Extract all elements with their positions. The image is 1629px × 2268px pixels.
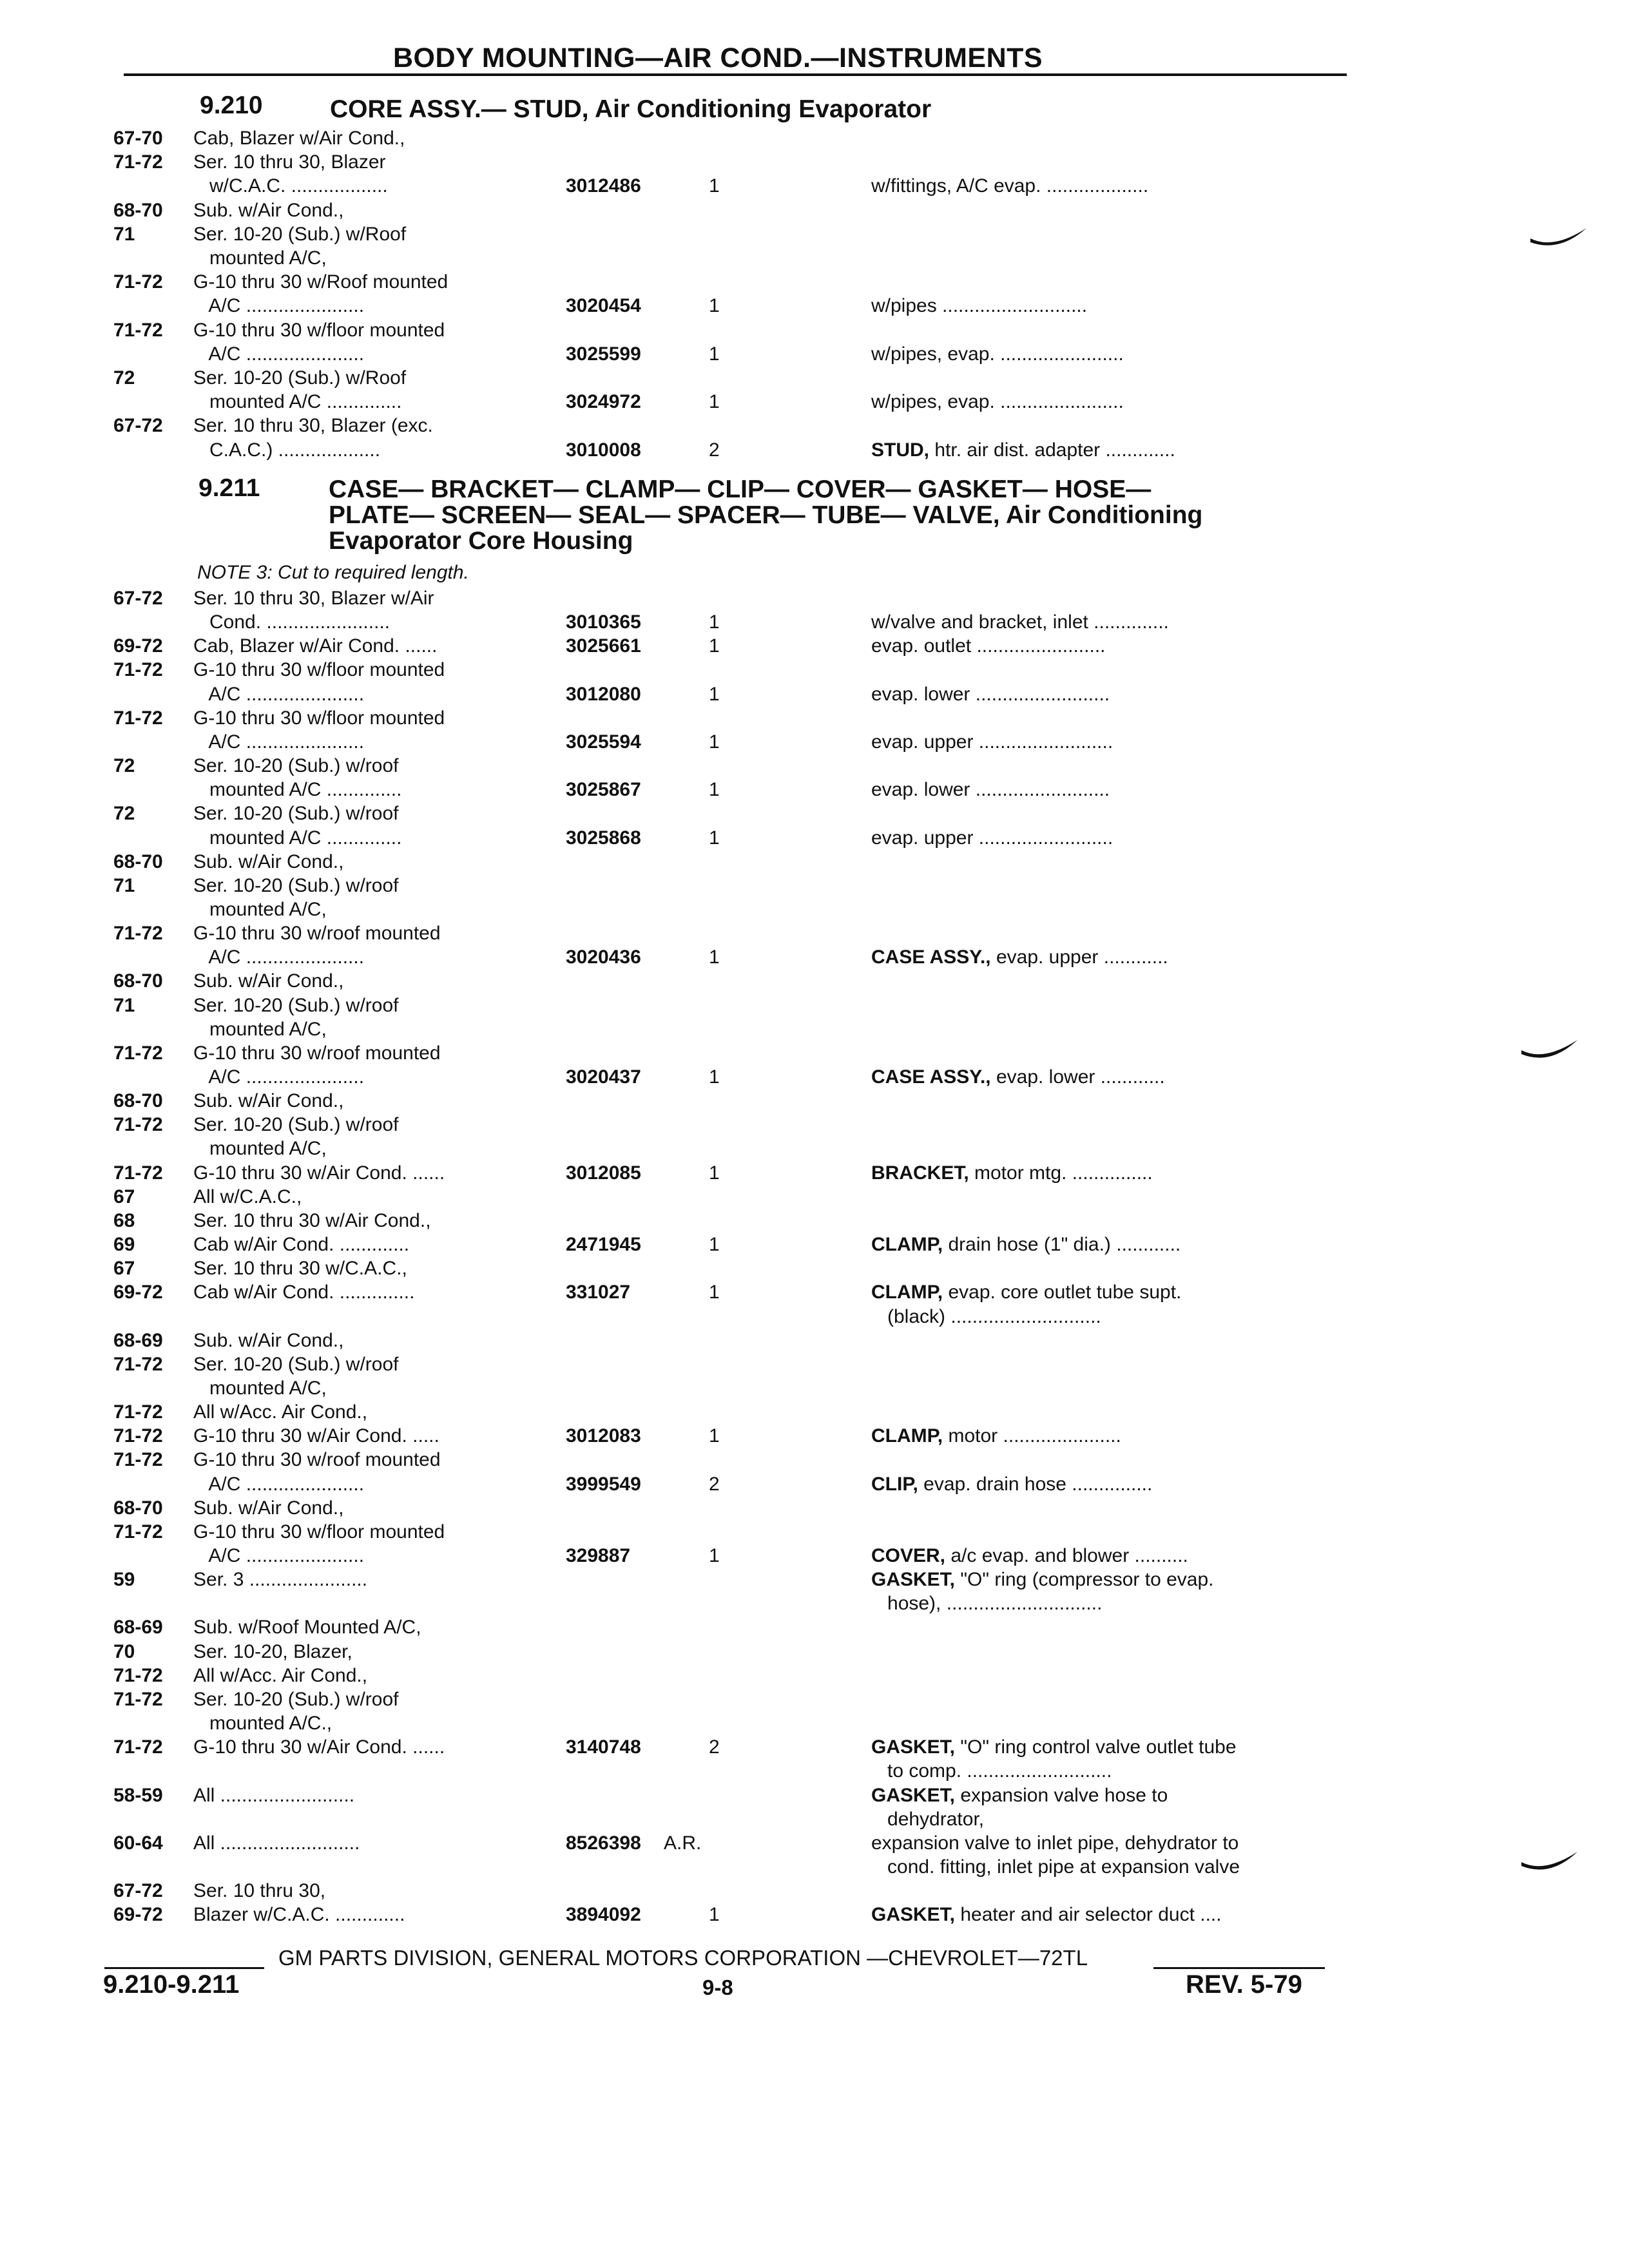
model-years: 59 — [113, 1569, 135, 1591]
part-description — [871, 1736, 1237, 1758]
header-rule — [124, 73, 1347, 76]
part-keyword: STUD, — [871, 439, 929, 461]
part-keyword: COVER, — [871, 1545, 946, 1566]
model-years: 72 — [113, 803, 135, 825]
model-years: 69 — [113, 1234, 135, 1256]
model-years: 71-72 — [113, 1425, 163, 1447]
application-description: Ser. 10-20 (Sub.) w/Roof — [193, 367, 407, 389]
model-years: 68-70 — [113, 199, 163, 221]
part-description — [871, 1569, 1213, 1591]
application-description: A/C ...................... — [193, 295, 365, 317]
binder-mark-icon — [1518, 1035, 1583, 1073]
model-years: 68-70 — [113, 1497, 163, 1519]
footer-rule-right — [1153, 1967, 1325, 1969]
part-description-text: (black) ............................ — [871, 1305, 1101, 1327]
application-description: G-10 thru 30 w/Roof mounted — [193, 271, 448, 293]
application-description: A/C ...................... — [193, 1066, 365, 1088]
part-description-text: evap. core outlet tube supt. — [943, 1282, 1182, 1303]
part-description — [871, 947, 1168, 968]
model-years: 71-72 — [113, 1353, 163, 1375]
application-description: Ser. 10 thru 30, — [193, 1880, 326, 1902]
application-description: Sub. w/Roof Mounted A/C, — [193, 1617, 421, 1639]
part-keyword: GASKET, — [871, 1569, 956, 1591]
part-description-text: evap. drain hose ............... — [918, 1473, 1153, 1495]
application-description: G-10 thru 30 w/floor mounted — [193, 1521, 445, 1542]
model-years: 71-72 — [113, 271, 163, 293]
part-description — [871, 439, 1175, 461]
part-number: 331027 — [566, 1282, 631, 1303]
part-keyword: CLIP, — [871, 1473, 918, 1495]
application-description: A/C ...................... — [193, 731, 365, 753]
part-number: 3999549 — [566, 1473, 641, 1495]
application-description: Ser. 10-20 (Sub.) w/roof — [193, 1114, 399, 1136]
application-description: G-10 thru 30 w/roof mounted — [193, 1449, 441, 1471]
part-number: 3020454 — [566, 295, 641, 317]
part-description-text: w/pipes, evap. ....................... — [871, 391, 1124, 413]
quantity: 1 — [709, 1545, 720, 1566]
note: NOTE 3: Cut to required length. — [197, 562, 469, 583]
application-description: mounted A/C, — [193, 898, 327, 920]
part-description-text: cond. fitting, inlet pipe at expansion valve — [871, 1856, 1240, 1878]
quantity: 1 — [709, 683, 720, 705]
part-description-text: "O" ring (compressor to evap. — [955, 1569, 1214, 1591]
model-years: 69-72 — [113, 635, 163, 657]
binder-mark-icon — [1518, 1847, 1583, 1885]
quantity: 1 — [709, 1282, 720, 1303]
model-years: 72 — [113, 755, 135, 777]
part-number: 329887 — [566, 1545, 631, 1566]
section-title-line: PLATE— SCREEN— SEAL— SPACER— TUBE— VALVE, Air Conditioning — [329, 501, 1203, 529]
quantity: 1 — [709, 1234, 720, 1256]
model-years: 68-70 — [113, 850, 163, 872]
part-description-text: "O" ring control valve outlet tube — [955, 1736, 1237, 1758]
part-keyword: CLAMP, — [871, 1282, 943, 1303]
quantity: 1 — [709, 611, 720, 633]
part-number: 3025867 — [566, 779, 641, 801]
quantity: 1 — [709, 947, 720, 968]
part-description-text: evap. upper ......................... — [871, 827, 1113, 849]
application-description: Sub. w/Air Cond., — [193, 1497, 344, 1519]
part-description-text: to comp. ........................... — [871, 1760, 1112, 1782]
part-description-text: motor ...................... — [943, 1425, 1121, 1447]
application-description: A/C ...................... — [193, 947, 365, 968]
quantity: 1 — [709, 635, 720, 657]
part-description-text: evap. lower ......................... — [871, 779, 1110, 801]
application-description: w/C.A.C. .................. — [193, 175, 388, 197]
section-number: 9.211 — [198, 474, 260, 502]
part-description — [871, 1282, 1181, 1303]
part-description — [871, 1234, 1181, 1256]
part-description-text: dehydrator, — [871, 1808, 985, 1830]
binder-mark-icon — [1527, 219, 1592, 258]
model-years: 71 — [113, 994, 135, 1016]
application-description: mounted A/C, — [193, 247, 327, 269]
part-description-text: drain hose (1" dia.) ............ — [943, 1234, 1181, 1256]
quantity: 1 — [709, 1425, 720, 1447]
application-description: G-10 thru 30 w/roof mounted — [193, 923, 441, 945]
footer-division-text: GM PARTS DIVISION, GENERAL MOTORS CORPORATION —CHEVROLET—72TL — [278, 1946, 1088, 1970]
application-description: Ser. 10 thru 30, Blazer w/Air — [193, 588, 434, 609]
part-description — [871, 684, 1110, 706]
application-description: Ser. 10-20 (Sub.) w/Roof — [193, 223, 407, 245]
application-description: mounted A/C, — [193, 1377, 327, 1399]
application-description: Ser. 10 thru 30 w/Air Cond., — [193, 1209, 431, 1231]
quantity: 1 — [709, 1066, 720, 1088]
part-keyword: GASKET, — [871, 1784, 956, 1806]
part-description — [871, 1474, 1152, 1495]
section-title: CORE ASSY.— STUD, Air Conditioning Evaporator — [330, 95, 932, 123]
section-title-line: CASE— BRACKET— CLAMP— CLIP— COVER— GASKET— HOSE— — [329, 476, 1152, 503]
part-number: 3025594 — [566, 731, 641, 753]
application-description: G-10 thru 30 w/Air Cond. ..... — [193, 1425, 439, 1447]
part-description-text: w/pipes ........................... — [871, 295, 1088, 317]
part-description-text: motor mtg. ............... — [969, 1162, 1153, 1184]
model-years: 67-72 — [113, 415, 163, 437]
application-description: All w/Acc. Air Cond., — [193, 1664, 368, 1686]
model-years: 71-72 — [113, 1114, 163, 1136]
model-years: 68 — [113, 1209, 135, 1231]
part-description-text: evap. lower ............ — [990, 1066, 1165, 1088]
part-description-text: hose), ............................. — [871, 1593, 1103, 1615]
part-number: 3025661 — [566, 635, 641, 657]
part-description — [871, 1306, 1101, 1328]
part-keyword: GASKET, — [871, 1904, 956, 1926]
application-description: Cab w/Air Cond. .............. — [193, 1282, 415, 1303]
model-years: 71-72 — [113, 1736, 163, 1758]
application-description: Ser. 10-20 (Sub.) w/roof — [193, 994, 399, 1016]
part-description — [871, 1809, 984, 1831]
part-description-text: w/pipes, evap. ....................... — [871, 343, 1124, 365]
part-description — [871, 779, 1110, 801]
model-years: 71 — [113, 874, 135, 896]
model-years: 67 — [113, 1186, 135, 1207]
application-description: Cab w/Air Cond. ............. — [193, 1234, 410, 1256]
model-years: 70 — [113, 1640, 135, 1662]
quantity: 1 — [709, 827, 720, 849]
part-number: 3025599 — [566, 343, 641, 365]
application-description: Sub. w/Air Cond., — [193, 970, 344, 992]
application-description: G-10 thru 30 w/floor mounted — [193, 707, 445, 729]
model-years: 60-64 — [113, 1832, 163, 1854]
part-number: 2471945 — [566, 1234, 641, 1256]
part-keyword: BRACKET, — [871, 1162, 969, 1184]
part-keyword: CLAMP, — [871, 1425, 943, 1447]
section-number: 9.210 — [200, 91, 263, 119]
part-number: 3010008 — [566, 439, 641, 461]
part-number: 3894092 — [566, 1904, 641, 1926]
application-description: mounted A/C .............. — [193, 779, 402, 801]
application-description: mounted A/C .............. — [193, 827, 402, 849]
model-years: 67-70 — [113, 128, 163, 149]
model-years: 71-72 — [113, 1521, 163, 1542]
part-keyword: CLAMP, — [871, 1234, 943, 1256]
part-number: 3020437 — [566, 1066, 641, 1088]
quantity: 1 — [709, 731, 720, 753]
application-description: Ser. 10-20, Blazer, — [193, 1640, 352, 1662]
quantity: 1 — [709, 295, 720, 317]
application-description: G-10 thru 30 w/roof mounted — [193, 1042, 441, 1064]
application-description: Ser. 10-20 (Sub.) w/roof — [193, 755, 399, 777]
part-description — [871, 1425, 1121, 1447]
model-years: 71-72 — [113, 1688, 163, 1710]
part-number: 3024972 — [566, 391, 641, 413]
model-years: 67-72 — [113, 1880, 163, 1902]
model-years: 67 — [113, 1258, 135, 1280]
quantity: 1 — [709, 779, 720, 801]
model-years: 71-72 — [113, 923, 163, 945]
application-description: Sub. w/Air Cond., — [193, 199, 344, 221]
application-description: Ser. 10-20 (Sub.) w/roof — [193, 803, 399, 825]
application-description: mounted A/C, — [193, 1138, 327, 1160]
part-keyword: CASE ASSY., — [871, 947, 991, 968]
application-description: Blazer w/C.A.C. ............. — [193, 1904, 405, 1926]
model-years: 71-72 — [113, 1042, 163, 1064]
part-description — [871, 731, 1113, 753]
part-number: 3010365 — [566, 611, 641, 633]
application-description: G-10 thru 30 w/floor mounted — [193, 319, 445, 341]
part-description-text: evap. upper ............ — [990, 947, 1168, 968]
model-years: 71 — [113, 223, 135, 245]
part-description — [871, 1545, 1188, 1567]
part-number: 3012083 — [566, 1425, 641, 1447]
quantity: A.R. — [664, 1832, 702, 1854]
part-description — [871, 635, 1106, 657]
part-description — [871, 343, 1124, 365]
part-description — [871, 1856, 1240, 1878]
quantity: 1 — [709, 1162, 720, 1184]
model-years: 71-72 — [113, 1162, 163, 1184]
application-description: C.A.C.) ................... — [193, 439, 381, 461]
model-years: 71-72 — [113, 659, 163, 681]
model-years: 69-72 — [113, 1904, 163, 1926]
model-years: 71-72 — [113, 319, 163, 341]
part-description-text: expansion valve to inlet pipe, dehydrator to — [871, 1832, 1239, 1854]
quantity: 2 — [709, 1473, 720, 1495]
part-description-text: w/valve and bracket, inlet .............. — [871, 611, 1169, 633]
part-description — [871, 827, 1113, 849]
application-description: Ser. 10-20 (Sub.) w/roof — [193, 1353, 399, 1375]
application-description: G-10 thru 30 w/Air Cond. ...... — [193, 1162, 445, 1184]
application-description: G-10 thru 30 w/Air Cond. ...... — [193, 1736, 445, 1758]
application-description: Cab, Blazer w/Air Cond., — [193, 128, 405, 149]
part-description — [871, 1593, 1102, 1615]
quantity: 1 — [709, 175, 720, 197]
application-description: Sub. w/Air Cond., — [193, 850, 344, 872]
model-years: 71-72 — [113, 151, 163, 173]
part-description-text: heater and air selector duct .... — [955, 1904, 1222, 1926]
part-description — [871, 611, 1169, 633]
part-description — [871, 1904, 1222, 1926]
part-keyword: CASE ASSY., — [871, 1066, 991, 1088]
application-description: mounted A/C, — [193, 1018, 327, 1040]
quantity: 1 — [709, 343, 720, 365]
part-description-text: expansion valve hose to — [955, 1784, 1168, 1806]
footer-revision: REV. 5-79 — [1186, 1970, 1302, 1999]
part-description-text: evap. upper ......................... — [871, 731, 1113, 753]
application-description: Sub. w/Air Cond., — [193, 1329, 344, 1351]
part-description-text: evap. outlet ........................ — [871, 635, 1106, 657]
application-description: A/C ...................... — [193, 1473, 365, 1495]
part-description — [871, 1162, 1153, 1184]
part-description — [871, 1785, 1168, 1807]
application-description: Ser. 10 thru 30 w/C.A.C., — [193, 1258, 407, 1280]
model-years: 72 — [113, 367, 135, 389]
model-years: 71-72 — [113, 707, 163, 729]
application-description: All w/Acc. Air Cond., — [193, 1401, 368, 1423]
part-description — [871, 1066, 1165, 1088]
part-number: 3020436 — [566, 947, 641, 968]
application-description: Ser. 3 ...................... — [193, 1569, 368, 1591]
part-description-text: evap. lower ......................... — [871, 683, 1110, 705]
model-years: 71-72 — [113, 1449, 163, 1471]
part-description — [871, 295, 1087, 317]
part-description — [871, 391, 1124, 413]
application-description: Ser. 10-20 (Sub.) w/roof — [193, 1688, 399, 1710]
application-description: G-10 thru 30 w/floor mounted — [193, 659, 445, 681]
page-header-title: BODY MOUNTING—AIR COND.—INSTRUMENTS — [393, 43, 1043, 73]
model-years: 68-69 — [113, 1329, 163, 1351]
application-description: A/C ...................... — [193, 1545, 365, 1566]
part-description-text: w/fittings, A/C evap. ................... — [871, 175, 1149, 197]
application-description: All .......................... — [193, 1832, 360, 1854]
footer-page-number: 9-8 — [702, 1975, 733, 1999]
part-description — [871, 1760, 1112, 1782]
model-years: 68-70 — [113, 970, 163, 992]
application-description: A/C ...................... — [193, 683, 365, 705]
part-description — [871, 1832, 1239, 1854]
application-description: Ser. 10-20 (Sub.) w/roof — [193, 874, 399, 896]
application-description: Cond. ....................... — [193, 611, 390, 633]
part-number: 3012085 — [566, 1162, 641, 1184]
model-years: 67-72 — [113, 588, 163, 609]
quantity: 2 — [709, 439, 720, 461]
application-description: Cab, Blazer w/Air Cond. ...... — [193, 635, 438, 657]
quantity: 2 — [709, 1736, 720, 1758]
model-years: 71-72 — [113, 1664, 163, 1686]
part-keyword: GASKET, — [871, 1736, 956, 1758]
model-years: 68-69 — [113, 1617, 163, 1639]
part-description — [871, 175, 1148, 197]
application-description: mounted A/C .............. — [193, 391, 402, 413]
part-number: 3140748 — [566, 1736, 641, 1758]
part-description-text: htr. air dist. adapter ............. — [929, 439, 1175, 461]
model-years: 71-72 — [113, 1401, 163, 1423]
footer-rule-left — [104, 1967, 264, 1969]
application-description: All w/C.A.C., — [193, 1186, 302, 1207]
part-description-text: a/c evap. and blower .......... — [945, 1545, 1188, 1566]
model-years: 69-72 — [113, 1282, 163, 1303]
model-years: 58-59 — [113, 1784, 163, 1806]
part-number: 8526398 — [566, 1832, 641, 1854]
part-number: 3012080 — [566, 683, 641, 705]
application-description: A/C ...................... — [193, 343, 365, 365]
application-description: Ser. 10 thru 30, Blazer (exc. — [193, 415, 433, 437]
application-description: mounted A/C., — [193, 1713, 333, 1735]
quantity: 1 — [709, 1904, 720, 1926]
model-years: 68-70 — [113, 1090, 163, 1112]
application-description: Sub. w/Air Cond., — [193, 1090, 344, 1112]
footer-section-range: 9.210-9.211 — [103, 1970, 240, 1999]
quantity: 1 — [709, 391, 720, 413]
application-description: All ......................... — [193, 1784, 355, 1806]
part-number: 3012486 — [566, 175, 641, 197]
application-description: Ser. 10 thru 30, Blazer — [193, 151, 386, 173]
part-number: 3025868 — [566, 827, 641, 849]
section-title-line: Evaporator Core Housing — [329, 527, 633, 555]
